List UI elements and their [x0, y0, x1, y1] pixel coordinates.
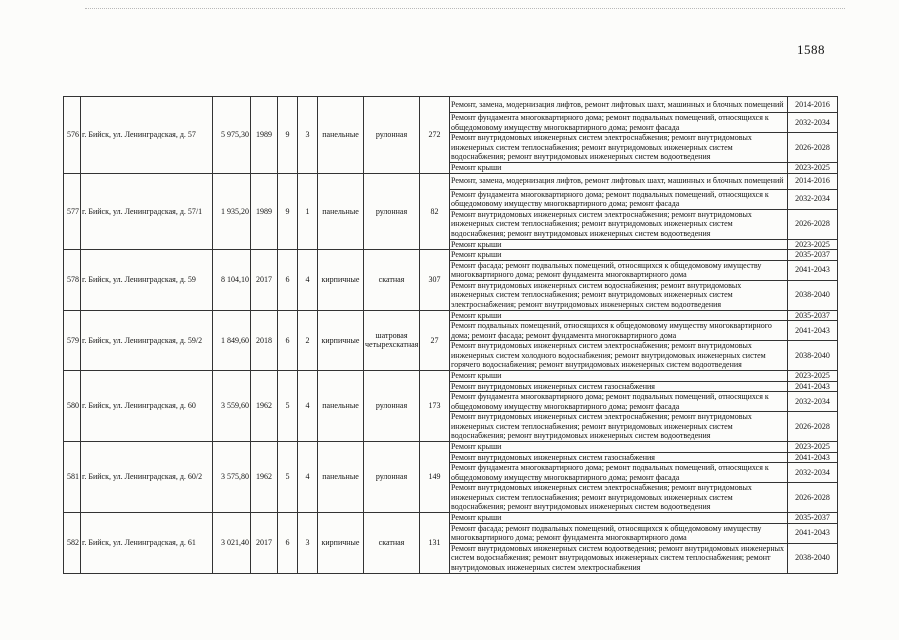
work-description: Ремонт фундамента многоквартирного дома; ремонт подвальных помещений, относящихся к общедомовому имуществу многоквартирного дома; ремонт фасада — [450, 189, 788, 209]
entrance-count: 4 — [298, 250, 318, 311]
work-description: Ремонт фасада; ремонт подвальных помещений, относящихся к общедомовому имуществу многоквартирного дома; ремонт фундамента многоквартирного дома — [450, 260, 788, 280]
work-description: Ремонт фундамента многоквартирного дома; ремонт подвальных помещений, относящихся к общедомовому имуществу многоквартирного дома; ремонт фасада — [450, 392, 788, 412]
building-address: г. Бийск, ул. Ленинградская, д. 60/2 — [81, 442, 213, 513]
wall-material: кирпичные — [318, 250, 364, 311]
work-description: Ремонт внутридомовых инженерных систем электроснабжения; ремонт внутридомовых инженерных систем теплоснабжения; ремонт внутридомовых инженерных систем водоснабжения; ремонт внутридомовых инженерных систем водоотведения — [450, 483, 788, 513]
work-description: Ремонт крыши — [450, 310, 788, 321]
work-period: 2023-2025 — [788, 239, 838, 250]
work-period: 2035-2037 — [788, 310, 838, 321]
floor-count: 6 — [278, 250, 298, 311]
work-period: 2032-2034 — [788, 463, 838, 483]
wall-material: кирпичные — [318, 310, 364, 371]
roof-type: скатная — [364, 513, 420, 574]
work-period: 2032-2034 — [788, 113, 838, 133]
work-period: 2014-2016 — [788, 97, 838, 113]
table-row — [64, 442, 838, 453]
scan-top-edge — [85, 8, 845, 9]
work-description: Ремонт внутридомовых инженерных систем электроснабжения; ремонт внутридомовых инженерных систем теплоснабжения; ремонт внутридомовых инженерных систем водоснабжения; ремонт внутридомовых инженерных систем водоотведения — [450, 209, 788, 239]
building-area: 3 559,60 — [213, 371, 251, 442]
work-period: 2026-2028 — [788, 483, 838, 513]
work-description: Ремонт внутридомовых инженерных систем газоснабжения — [450, 381, 788, 392]
entrance-count: 3 — [298, 513, 318, 574]
work-period: 2041-2043 — [788, 321, 838, 341]
roof-type: рулонная — [364, 97, 420, 174]
resident-count: 173 — [420, 371, 450, 442]
work-period: 2032-2034 — [788, 189, 838, 209]
work-description: Ремонт внутридомовых инженерных систем газоснабжения — [450, 452, 788, 463]
work-description: Ремонт внутридомовых инженерных систем электроснабжения; ремонт внутридомовых инженерных систем теплоснабжения; ремонт внутридомовых инженерных систем водоснабжения; ремонт внутридомовых инженерных систем водоотведения — [450, 412, 788, 442]
page-number: 1588 — [797, 42, 825, 57]
table-row — [64, 310, 838, 321]
floor-count: 9 — [278, 173, 298, 250]
entrance-count: 2 — [298, 310, 318, 371]
building-number: 579 — [64, 310, 81, 371]
build-year: 1989 — [251, 173, 278, 250]
work-period: 2041-2043 — [788, 452, 838, 463]
build-year: 1962 — [251, 442, 278, 513]
entrance-count: 4 — [298, 442, 318, 513]
work-period: 2038-2040 — [788, 543, 838, 573]
entrance-count: 4 — [298, 371, 318, 442]
work-period: 2032-2034 — [788, 392, 838, 412]
building-area: 8 104,10 — [213, 250, 251, 311]
roof-type: рулонная — [364, 442, 420, 513]
build-year: 1989 — [251, 97, 278, 174]
work-period: 2023-2025 — [788, 371, 838, 382]
roof-type: рулонная — [364, 173, 420, 250]
work-description: Ремонт внутридомовых инженерных систем электроснабжения; ремонт внутридомовых инженерных систем теплоснабжения; ремонт внутридомовых инженерных систем водоснабжения; ремонт внутридомовых инженерных систем водоотведения — [450, 133, 788, 163]
work-description: Ремонт крыши — [450, 250, 788, 261]
floor-count: 5 — [278, 371, 298, 442]
work-period: 2035-2037 — [788, 250, 838, 261]
work-description: Ремонт крыши — [450, 239, 788, 250]
work-description: Ремонт, замена, модернизация лифтов, ремонт лифтовых шахт, машинных и блочных помещений — [450, 97, 788, 113]
floor-count: 9 — [278, 97, 298, 174]
roof-type: скатная — [364, 250, 420, 311]
building-number: 577 — [64, 173, 81, 250]
roof-type: шатровая четырехскатная — [364, 310, 420, 371]
work-period: 2038-2040 — [788, 341, 838, 371]
building-number: 581 — [64, 442, 81, 513]
build-year: 2017 — [251, 513, 278, 574]
entrance-count: 1 — [298, 173, 318, 250]
work-period: 2026-2028 — [788, 209, 838, 239]
work-description: Ремонт крыши — [450, 442, 788, 453]
wall-material: панельные — [318, 371, 364, 442]
floor-count: 6 — [278, 310, 298, 371]
building-address: г. Бийск, ул. Ленинградская, д. 57 — [81, 97, 213, 174]
table-row — [64, 513, 838, 524]
work-description: Ремонт фундамента многоквартирного дома; ремонт подвальных помещений, относящихся к общедомовому имуществу многоквартирного дома; ремонт фасада — [450, 463, 788, 483]
roof-type: рулонная — [364, 371, 420, 442]
work-description: Ремонт внутридомовых инженерных систем водоснабжения; ремонт внутридомовых инженерных систем теплоснабжения; ремонт внутридомовых инженерных систем электроснабжения; ремонт внутридомовых инженерных систем водоотведения — [450, 280, 788, 310]
build-year: 2017 — [251, 250, 278, 311]
table-row — [64, 173, 838, 189]
work-period: 2023-2025 — [788, 442, 838, 453]
work-description: Ремонт крыши — [450, 371, 788, 382]
work-description: Ремонт подвальных помещений, относящихся к общедомовому имуществу многоквартирного дома; ремонт фасада; ремонт фундамента многоквартирного дома — [450, 321, 788, 341]
building-number: 582 — [64, 513, 81, 574]
work-period: 2026-2028 — [788, 412, 838, 442]
resident-count: 82 — [420, 173, 450, 250]
resident-count: 27 — [420, 310, 450, 371]
resident-count: 131 — [420, 513, 450, 574]
resident-count: 272 — [420, 97, 450, 174]
building-address: г. Бийск, ул. Ленинградская, д. 59/2 — [81, 310, 213, 371]
work-description: Ремонт крыши — [450, 513, 788, 524]
build-year: 2018 — [251, 310, 278, 371]
work-period: 2041-2043 — [788, 523, 838, 543]
building-number: 578 — [64, 250, 81, 311]
work-description: Ремонт крыши — [450, 163, 788, 174]
table-row — [64, 97, 838, 113]
wall-material: кирпичные — [318, 513, 364, 574]
repair-schedule-table — [63, 96, 838, 574]
work-period: 2041-2043 — [788, 381, 838, 392]
work-description: Ремонт фасада; ремонт подвальных помещений, относящихся к общедомовому имуществу многоквартирного дома; ремонт фундамента многоквартирного дома — [450, 523, 788, 543]
building-address: г. Бийск, ул. Ленинградская, д. 61 — [81, 513, 213, 574]
building-area: 3 021,40 — [213, 513, 251, 574]
table-row — [64, 250, 838, 261]
wall-material: панельные — [318, 173, 364, 250]
resident-count: 307 — [420, 250, 450, 311]
wall-material: панельные — [318, 97, 364, 174]
building-number: 580 — [64, 371, 81, 442]
work-description: Ремонт внутридомовых инженерных систем электроснабжения; ремонт внутридомовых инженерных систем холодного водоснабжения; ремонт внутридомовых инженерных систем горячего водоснабжения; ремонт внутридомовых инженерных систем водоотведения — [450, 341, 788, 371]
building-address: г. Бийск, ул. Ленинградская, д. 59 — [81, 250, 213, 311]
resident-count: 149 — [420, 442, 450, 513]
work-period: 2035-2037 — [788, 513, 838, 524]
work-description: Ремонт внутридомовых инженерных систем водоотведения; ремонт внутридомовых инженерных систем водоснабжения; ремонт внутридомовых инженерных систем теплоснабжения; ремонт внутридомовых инженерных систем электроснабжения — [450, 543, 788, 573]
building-area: 1 849,60 — [213, 310, 251, 371]
work-description: Ремонт, замена, модернизация лифтов, ремонт лифтовых шахт, машинных и блочных помещений — [450, 173, 788, 189]
entrance-count: 3 — [298, 97, 318, 174]
table-row — [64, 371, 838, 382]
work-period: 2041-2043 — [788, 260, 838, 280]
work-period: 2038-2040 — [788, 280, 838, 310]
work-description: Ремонт фундамента многоквартирного дома; ремонт подвальных помещений, относящихся к общедомовому имуществу многоквартирного дома; ремонт фасада — [450, 113, 788, 133]
wall-material: панельные — [318, 442, 364, 513]
building-area: 1 935,20 — [213, 173, 251, 250]
building-area: 3 575,80 — [213, 442, 251, 513]
table-body — [64, 97, 838, 574]
work-period: 2014-2016 — [788, 173, 838, 189]
building-area: 5 975,30 — [213, 97, 251, 174]
building-address: г. Бийск, ул. Ленинградская, д. 57/1 — [81, 173, 213, 250]
building-address: г. Бийск, ул. Ленинградская, д. 60 — [81, 371, 213, 442]
floor-count: 6 — [278, 513, 298, 574]
build-year: 1962 — [251, 371, 278, 442]
building-number: 576 — [64, 97, 81, 174]
work-period: 2023-2025 — [788, 163, 838, 174]
floor-count: 5 — [278, 442, 298, 513]
work-period: 2026-2028 — [788, 133, 838, 163]
